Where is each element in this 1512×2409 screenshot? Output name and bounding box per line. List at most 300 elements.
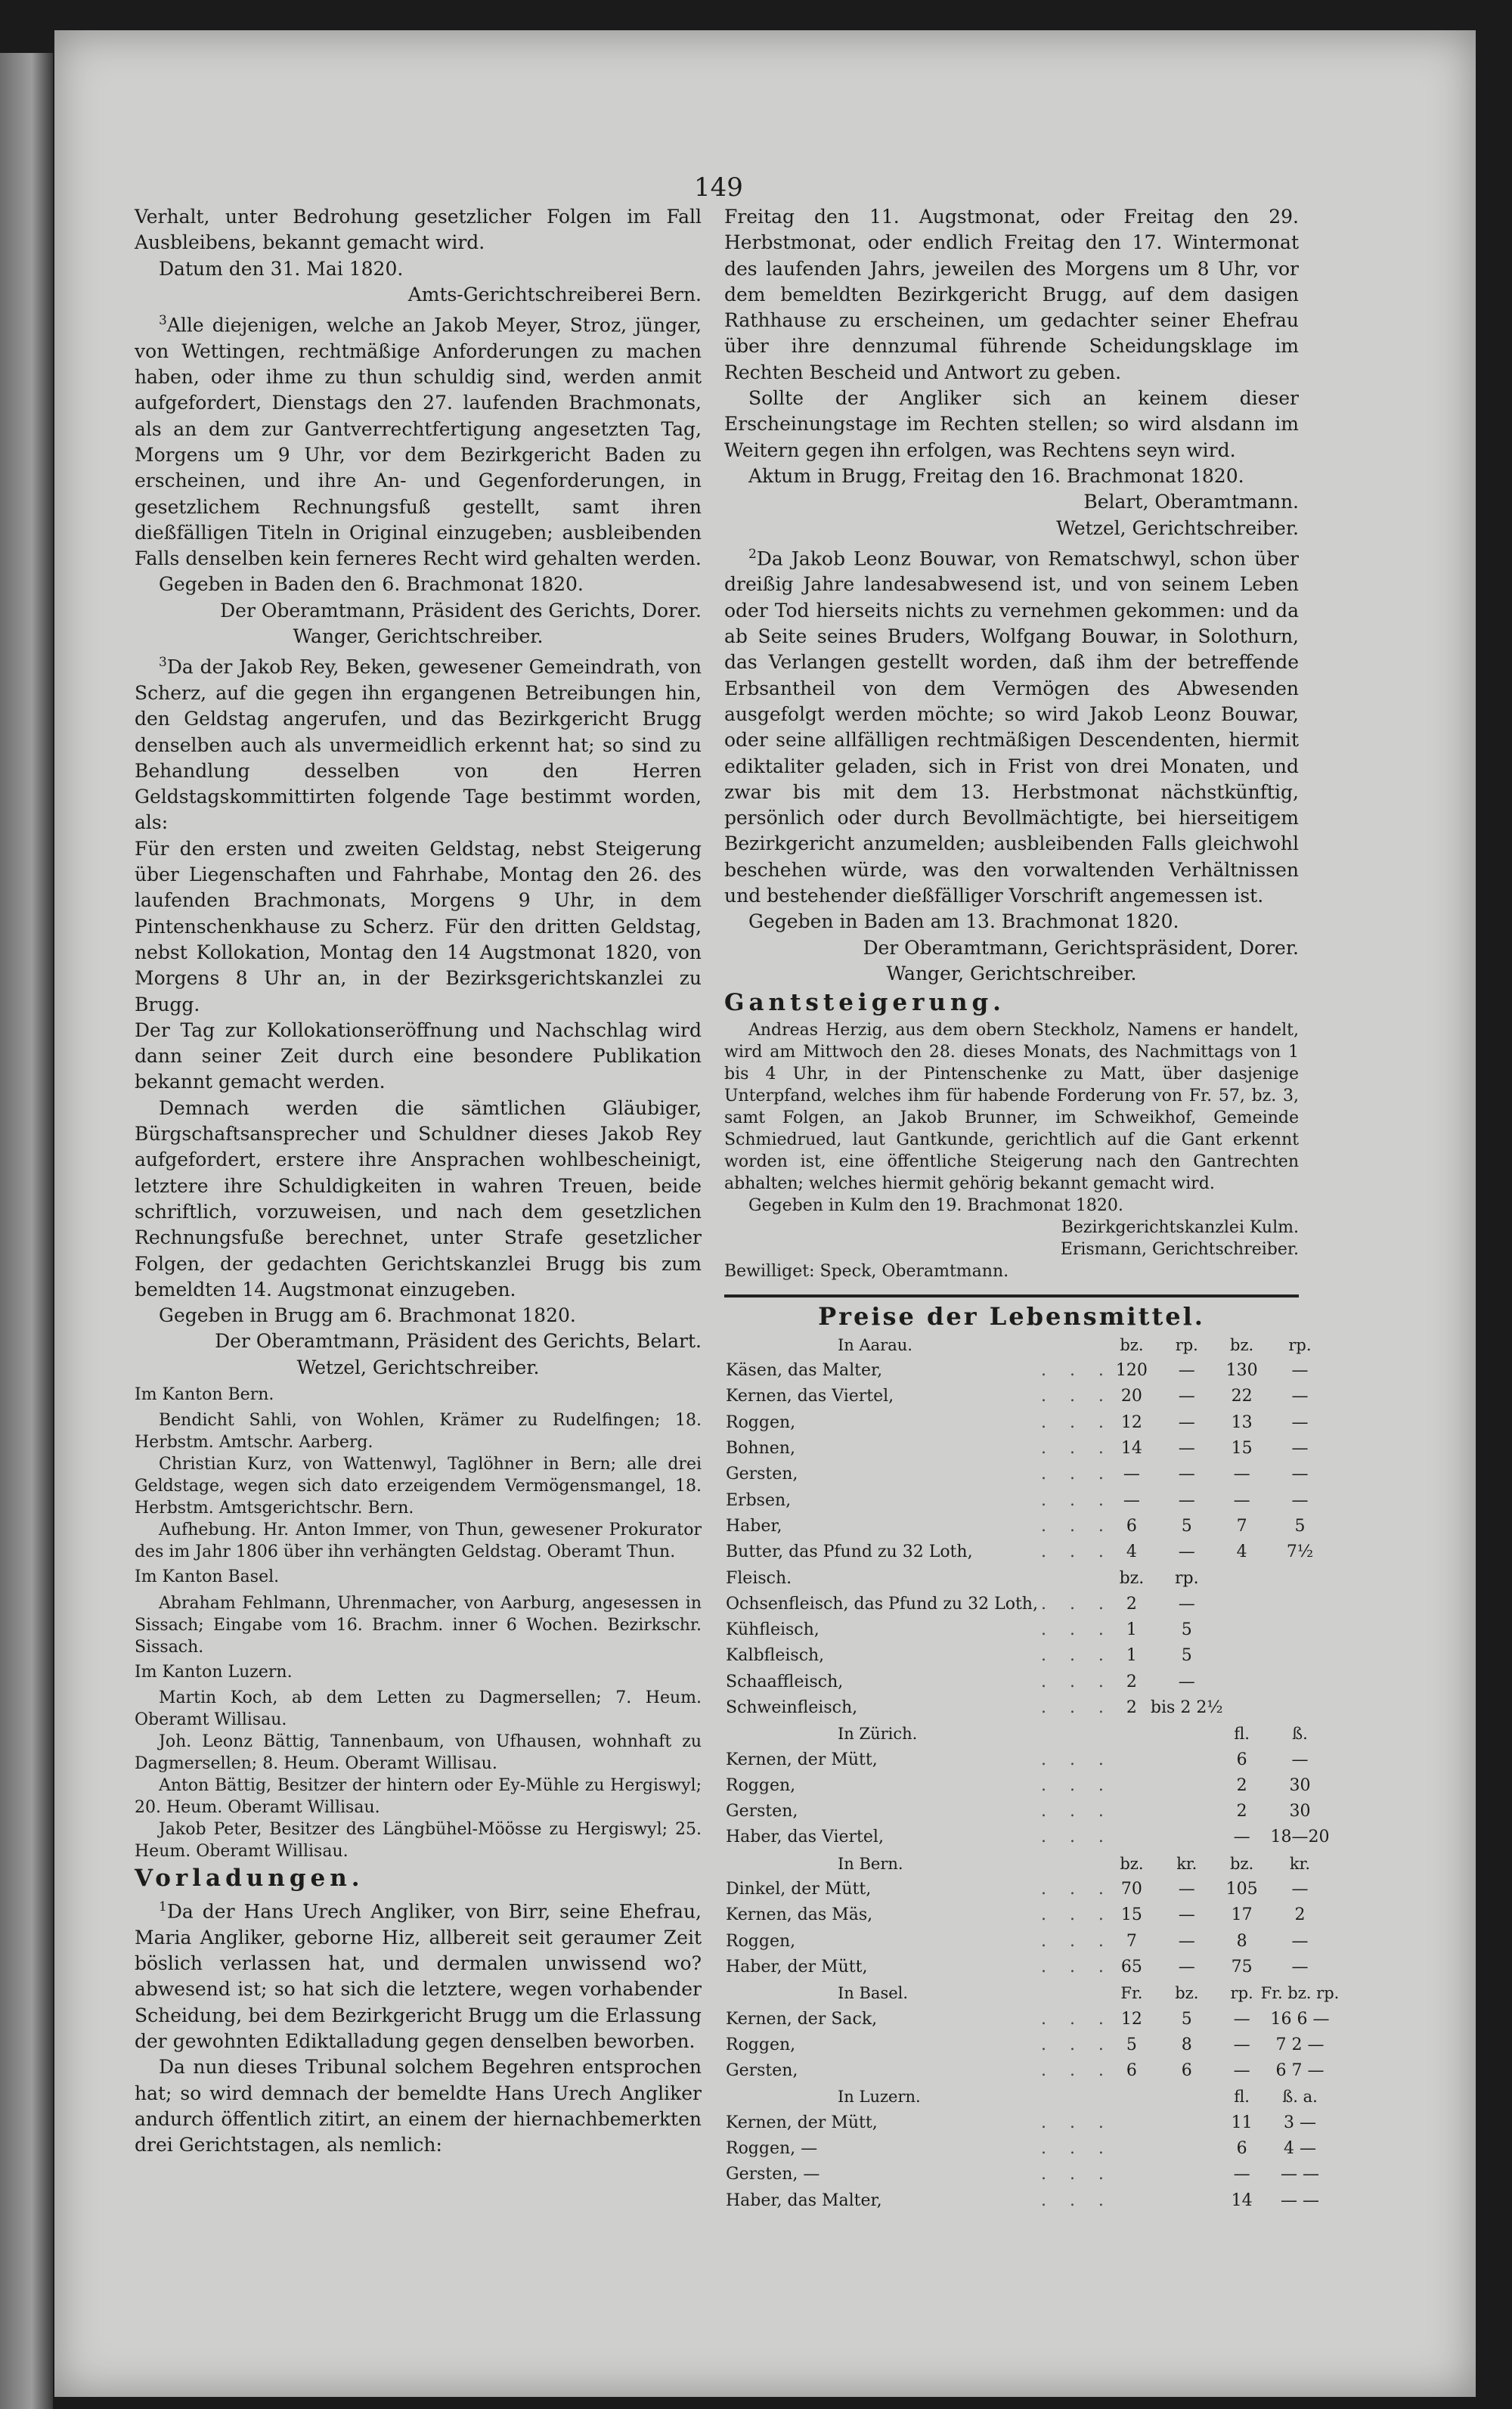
price-value bbox=[1114, 2136, 1149, 2162]
price-row bbox=[724, 2136, 1340, 2162]
paragraph-text: Bewilliget: Speck, Oberamtmann. bbox=[724, 1261, 1009, 1281]
paragraph-text: Wanger, Gerichtschreiber. bbox=[886, 962, 1137, 984]
price-value: — — bbox=[1280, 2190, 1319, 2210]
price-row bbox=[724, 1643, 1340, 1669]
paragraph-text: Aufhebung. Hr. Anton Immer, von Thun, gewesener Prokurator des im Jahr 1806 über ihn verhängten Geldstag. Oberamt Thun. bbox=[135, 1521, 702, 1562]
price-value: 1 bbox=[1126, 1620, 1137, 1640]
price-value: 12 bbox=[1120, 2009, 1142, 2029]
price-value: — bbox=[1233, 2035, 1250, 2054]
left_column-paragraph bbox=[135, 1592, 702, 1658]
previous-page-edge bbox=[0, 53, 53, 2409]
leader-dots: . . . bbox=[1040, 2139, 1113, 2159]
price-value: 2 bbox=[1126, 1594, 1137, 1614]
price-value: — bbox=[1178, 1387, 1195, 1406]
left_column-paragraph bbox=[135, 1409, 702, 1453]
paragraph-text: Abraham Fehlmann, Uhrenmacher, von Aarburg, angesessen in Sissach; Eingabe vom 16. Brachm. inner 6 Wochen. Bezirkschr. Sissach. bbox=[135, 1593, 702, 1657]
left_column-paragraph bbox=[135, 256, 702, 282]
price-item-name: Haber, der Mütt, bbox=[726, 1957, 868, 1976]
price-value: 8 bbox=[1236, 1931, 1247, 1951]
price-value: 16 6 — bbox=[1270, 2009, 1330, 2029]
price-row bbox=[724, 1592, 1340, 1617]
left_column-paragraph bbox=[135, 1453, 702, 1519]
price-value: — bbox=[1178, 1439, 1195, 1459]
paragraph-text: Jakob Peter, Besitzer des Längbühel-Möösse zu Hergiswyl; 25. Heum. Oberamt Willisau. bbox=[135, 1819, 702, 1861]
price-value bbox=[1225, 1670, 1259, 1695]
price-table bbox=[724, 1332, 1340, 2214]
left_column-paragraph bbox=[135, 1818, 702, 1862]
notice-number: 1 bbox=[159, 1899, 167, 1915]
price-item-name: Dinkel, der Mütt, bbox=[726, 1880, 872, 1899]
price-value bbox=[1114, 1747, 1149, 1773]
price-value: — — bbox=[1280, 2165, 1319, 2184]
notice-number: 3 bbox=[159, 313, 167, 329]
price-value: 2 bbox=[1236, 1802, 1247, 1821]
leader-dots: . . . bbox=[1040, 2165, 1113, 2184]
left_column-paragraph bbox=[135, 1687, 702, 1731]
price-row bbox=[724, 2162, 1340, 2187]
price-value: 5 bbox=[1181, 2009, 1192, 2029]
price-value bbox=[1149, 2188, 1225, 2214]
paragraph-text: Gegeben in Baden am 13. Brachmonat 1820. bbox=[748, 910, 1179, 933]
price-value bbox=[1114, 2110, 1149, 2136]
paragraph-text: Wetzel, Gerichtschreiber. bbox=[296, 1356, 540, 1378]
price-value: — bbox=[1291, 1490, 1309, 1510]
price-value bbox=[1149, 2136, 1225, 2162]
price-value: 8 bbox=[1181, 2035, 1192, 2054]
price-row bbox=[724, 2188, 1340, 2214]
price-row bbox=[724, 1436, 1340, 1462]
price-value: 15 bbox=[1231, 1439, 1253, 1459]
paragraph-text: Gegeben in Baden den 6. Brachmonat 1820. bbox=[159, 573, 584, 596]
left_column-paragraph bbox=[135, 836, 702, 1018]
left_column-paragraph bbox=[135, 1382, 702, 1408]
price-item-name: Bohnen, bbox=[726, 1439, 795, 1459]
paragraph-text: Da der Hans Urech Angliker, von Birr, seine Ehefrau, Maria Angliker, geborne Hiz, allbereit seit geraumer Zeit böslich verlassen hat, und dermalen unwissend wo? abwesend ist; so hat sich die letztere, wegen vorhabender Scheidung, bei dem Bezirkgericht Brugg um die Erlassung der gewohnten Ediktalladung gegen denselben beworben. bbox=[135, 1900, 702, 2053]
price-value: rp. bbox=[1174, 1568, 1199, 1588]
leader-dots: . . . bbox=[1040, 1775, 1113, 1795]
price-value: 22 bbox=[1231, 1387, 1253, 1406]
price-value bbox=[1149, 1825, 1225, 1850]
price-value: 105 bbox=[1225, 1880, 1258, 1899]
leader-dots: . . . bbox=[1040, 1931, 1113, 1951]
paragraph-text: Belart, Oberamtmann. bbox=[1083, 491, 1299, 513]
price-item-name: Roggen, bbox=[726, 1412, 796, 1432]
price-value: 5 bbox=[1181, 1516, 1192, 1536]
leader-dots: . . . bbox=[1040, 2190, 1113, 2210]
price-value: 14 bbox=[1231, 2190, 1253, 2210]
leader-dots bbox=[1040, 1566, 1114, 1592]
price-value: — bbox=[1291, 1880, 1309, 1899]
right_column-paragraph bbox=[724, 204, 1299, 386]
paragraph-text: Verhalt, unter Bedrohung gesetzlicher Folgen im Fall Ausbleibens, bekannt gemacht wird. bbox=[135, 206, 702, 254]
leader-dots: . . . bbox=[1040, 2009, 1113, 2029]
price-value: — bbox=[1233, 1490, 1250, 1510]
price-item-name: Erbsen, bbox=[726, 1490, 792, 1510]
paragraph-text: Martin Koch, ab dem Letten zu Dagmersellen; 7. Heum. Oberamt Willisau. bbox=[135, 1688, 702, 1729]
price-value: 2 bbox=[1236, 1775, 1247, 1795]
leader-dots: . . . bbox=[1040, 2035, 1113, 2054]
paragraph-text: Gegeben in Brugg am 6. Brachmonat 1820. bbox=[159, 1304, 576, 1327]
price-item-name: Haber, das Malter, bbox=[726, 2190, 882, 2210]
price-value bbox=[1259, 1566, 1341, 1592]
price-item-name: Haber, das Viertel, bbox=[726, 1828, 884, 1847]
leader-dots bbox=[1040, 1332, 1114, 1358]
price-row bbox=[724, 1410, 1340, 1436]
left_column-paragraph bbox=[135, 1096, 702, 1303]
price-row bbox=[724, 1358, 1340, 1384]
price-value: — bbox=[1291, 1957, 1309, 1976]
price-row bbox=[724, 1670, 1340, 1695]
paragraph-text: Christian Kurz, von Wattenwyl, Taglöhner in Bern; alle drei Geldstage, wegen sich dato erzeigendem Vermögensmangel, 18. Herbstm. Amtsgerichtschr. Bern. bbox=[135, 1455, 702, 1518]
leader-dots bbox=[1040, 1721, 1114, 1747]
right_column-paragraph bbox=[724, 541, 1299, 909]
leader-dots bbox=[1040, 2084, 1114, 2110]
price-row bbox=[724, 1747, 1340, 1773]
notice-number: 2 bbox=[748, 546, 757, 562]
price-town-row bbox=[724, 1980, 1340, 2006]
price-value: — bbox=[1291, 1412, 1309, 1432]
leader-dots: . . . bbox=[1040, 1516, 1113, 1536]
price-value bbox=[1259, 1670, 1341, 1695]
left_column-paragraph bbox=[135, 282, 702, 308]
price-value: — bbox=[1178, 1672, 1195, 1691]
price-value: — bbox=[1178, 1361, 1195, 1381]
left_column-paragraph bbox=[135, 1329, 702, 1354]
price-town-row bbox=[724, 1721, 1340, 1747]
leader-dots: . . . bbox=[1040, 1957, 1113, 1976]
paragraph-text: Vorladungen. bbox=[135, 1864, 364, 1892]
left_column-paragraph bbox=[135, 2054, 702, 2158]
price-value bbox=[1114, 2188, 1149, 2214]
paragraph-text: Freitag den 11. Augstmonat, oder Freitag den 29. Herbstmonat, oder endlich Freitag den 17. Wintermonat des laufenden Jahrs, jeweilen des Morgens um 8 Uhr, vor dem bemeldten Bezirkgericht Brugg, auf dem dasigen Rathhause zu erscheinen, um gedachter seiner Ehefrau über ihre dennzumal führende Scheidungsklage im Rechten Bescheid und Antwort zu geben. bbox=[724, 206, 1299, 383]
price-value bbox=[1114, 1825, 1149, 1850]
price-value bbox=[1259, 1592, 1341, 1617]
paragraph-text: Der Oberamtmann, Gerichtspräsident, Dorer. bbox=[863, 936, 1299, 959]
price-row bbox=[724, 2110, 1340, 2136]
paragraph-text: Erismann, Gerichtschreiber. bbox=[1060, 1239, 1299, 1259]
leader-dots: . . . bbox=[1040, 1646, 1113, 1666]
price-value: 17 bbox=[1231, 1905, 1253, 1925]
paragraph-text: Gegeben in Kulm den 19. Brachmonat 1820. bbox=[748, 1195, 1123, 1215]
leader-dots: . . . bbox=[1040, 1361, 1113, 1381]
price-value bbox=[1225, 1566, 1259, 1592]
price-value: rp. bbox=[1175, 1335, 1198, 1354]
price-value: 11 bbox=[1231, 2113, 1253, 2132]
price-row bbox=[724, 2032, 1340, 2058]
right_column-paragraph bbox=[724, 909, 1299, 935]
paragraph-text: Da der Jakob Rey, Beken, gewesener Gemeindrath, von Scherz, auf die gegen ihn ergangenen Betreibungen hin, den Geldstag angerufen, und das Bezirkgericht Brugg denselben auch als unvermeidlich erkennt hat; so sind zu Behandlung desselben von den Herren Geldstagskommittirten folgende Tage bestimmt worden, als: bbox=[135, 656, 702, 834]
price-value: — bbox=[1233, 2165, 1250, 2184]
price-item-name: Kernen, der Mütt, bbox=[726, 2113, 878, 2132]
price-value bbox=[1149, 2084, 1225, 2110]
price-item-name: Kernen, der Mütt, bbox=[726, 1750, 878, 1769]
left_column-paragraph bbox=[135, 1660, 702, 1685]
price-value: bz. bbox=[1120, 1854, 1144, 1873]
right_column-paragraph bbox=[724, 961, 1299, 987]
left_column-paragraph bbox=[135, 572, 702, 597]
price-item-name: Haber, bbox=[726, 1516, 782, 1536]
price-value: 18—20 bbox=[1270, 1828, 1330, 1847]
price-value: bz. bbox=[1120, 1335, 1144, 1354]
price-value bbox=[1259, 1695, 1341, 1721]
price-item-name: Kalbfleisch, bbox=[726, 1646, 825, 1666]
price-row bbox=[724, 1799, 1340, 1825]
price-value: — bbox=[1123, 1490, 1140, 1510]
price-item-name: Gersten, bbox=[726, 1802, 798, 1821]
leader-dots: . . . bbox=[1040, 1490, 1113, 1510]
price-value: kr. bbox=[1176, 1854, 1198, 1873]
price-value: 15 bbox=[1120, 1905, 1142, 1925]
price-value: — bbox=[1233, 1828, 1250, 1847]
paragraph-text: Im Kanton Bern. bbox=[135, 1385, 274, 1405]
price-value bbox=[1259, 1617, 1341, 1643]
price-value: 30 bbox=[1289, 1802, 1311, 1821]
leader-dots bbox=[1040, 1980, 1114, 2006]
leader-dots: . . . bbox=[1040, 1542, 1113, 1562]
price-item-name: Kernen, das Viertel, bbox=[726, 1387, 894, 1406]
leader-dots: . . . bbox=[1040, 2061, 1113, 2081]
right-column-text bbox=[724, 204, 1299, 1282]
price-row bbox=[724, 1877, 1340, 1902]
price-item-name: In Basel. bbox=[838, 1984, 909, 2003]
price-value: 70 bbox=[1120, 1880, 1142, 1899]
price-value: 7 bbox=[1126, 1931, 1137, 1951]
price-item-name: Schaaffleisch, bbox=[726, 1672, 844, 1691]
price-row bbox=[724, 1955, 1340, 1980]
leader-dots: . . . bbox=[1040, 1697, 1113, 1717]
price-row bbox=[724, 1384, 1340, 1409]
paragraph-text: Alle diejenigen, welche an Jakob Meyer, Stroz, jünger, von Wettingen, rechtmäßige Anforderungen zu machen haben, oder ihme zu thun schuldig sind, werden anmit aufgefordert, Dienstags den 27. laufenden Brachmonats, als an dem zur Gantverrechtfertigung angesetzten Tag, Morgens um 9 Uhr, vor dem Bezirkgericht Baden zu erscheinen, und ihre An- und Gegenforderungen, in gesetzlichem Rechnungsfuß gestellt, samt ihren dießfälligen Titeln in Original einzugeben; ausbleibenden Falls denselben kein ferneres Recht wird gehalten werden. bbox=[135, 314, 702, 570]
left_column-paragraph bbox=[135, 1519, 702, 1563]
leader-dots: . . . bbox=[1040, 1594, 1113, 1614]
left_column-paragraph bbox=[135, 1894, 702, 2054]
price-row bbox=[724, 1773, 1340, 1799]
paragraph-text: Anton Bättig, Besitzer der hintern oder Ey-Mühle zu Hergiswyl; 20. Heum. Oberamt Willisau. bbox=[135, 1775, 702, 1817]
price-item-name: In Aarau. bbox=[838, 1335, 912, 1354]
price-value: 5 bbox=[1294, 1516, 1306, 1536]
paragraph-text: Für den ersten und zweiten Geldstag, nebst Steigerung über Liegenschaften und Fahrhabe, Montag den 26. des laufenden Brachmonats, Morgens 9 Uhr, in dem Pintenschenkhause zu Scherz. Für den dritten Geldstag, nebst Kollokation, Montag den 14 Augstmonat 1820, von Morgens 8 Uhr an, in der Bezirksgerichtskanzlei zu Brugg. bbox=[135, 837, 702, 1015]
price-item-name: Roggen, bbox=[726, 1775, 796, 1795]
right_column-paragraph bbox=[724, 516, 1299, 541]
page-number: 149 bbox=[694, 172, 743, 203]
right_column-paragraph bbox=[724, 1019, 1299, 1195]
paragraph-text: Gantsteigerung. bbox=[724, 989, 1005, 1017]
leader-dots: . . . bbox=[1040, 1387, 1113, 1406]
price-value: bz. bbox=[1175, 1984, 1199, 2003]
left_column-paragraph bbox=[135, 1865, 702, 1891]
paragraph-text: Sollte der Angliker sich an keinem dieser Erscheinungstage im Rechten stellen; so wird alsdann im Weitern gegen ihn erfolgen, was Rechtens seyn wird. bbox=[724, 387, 1299, 461]
right_column-paragraph bbox=[724, 1239, 1299, 1260]
price-value bbox=[1149, 1747, 1225, 1773]
leader-dots: . . . bbox=[1040, 1439, 1113, 1459]
price-value: 20 bbox=[1120, 1387, 1142, 1406]
paragraph-text: Andreas Herzig, aus dem obern Steckholz, Namens er handelt, wird am Mittwoch den 28. dieses Monats, des Nachmittags von 1 bis 4 Uhr, in der Pintenschenke zu Matt, über dasjenige Unterpfand, welches ihm für habende Forderung von Fr. 57, bz. 3, samt Folgen, an Jakob Brunner, im Schweikhof, Gemeinde Schmiedrued, laut Gantkunde, gerichtlich auf die Gant erkennt worden ist, eine öffentliche Steigerung nach den Gantrechten abhalten; welches hiermit gehörig bekannt gemacht wird. bbox=[724, 1020, 1299, 1193]
price-value: — bbox=[1178, 1905, 1195, 1925]
price-value: 2 bbox=[1294, 1905, 1306, 1925]
price-row bbox=[724, 1488, 1340, 1514]
price-item-name: Fleisch. bbox=[726, 1568, 792, 1588]
price-value: Fr. bbox=[1120, 1984, 1143, 2003]
price-row bbox=[724, 1539, 1340, 1565]
left_column-paragraph bbox=[135, 1355, 702, 1381]
leader-dots: . . . bbox=[1040, 1672, 1113, 1691]
paragraph-text: Wetzel, Gerichtschreiber. bbox=[1056, 516, 1299, 539]
price-value: 7 2 — bbox=[1275, 2035, 1325, 2054]
price-value: ß. a. bbox=[1282, 2088, 1318, 2107]
price-value: 30 bbox=[1289, 1775, 1311, 1795]
left_column-paragraph bbox=[135, 204, 702, 256]
price-value: — bbox=[1178, 1412, 1195, 1432]
left_column-paragraph bbox=[135, 1303, 702, 1329]
price-value bbox=[1149, 1799, 1225, 1825]
leader-dots: . . . bbox=[1040, 1620, 1113, 1640]
price-row bbox=[724, 1929, 1340, 1955]
price-value: 6 7 — bbox=[1275, 2061, 1325, 2081]
price-item-name: In Luzern. bbox=[838, 2088, 921, 2107]
paragraph-text: Wanger, Gerichtschreiber. bbox=[293, 625, 544, 648]
price-item-name: Kernen, der Sack, bbox=[726, 2009, 878, 2029]
paragraph-text: Da Jakob Leonz Bouwar, von Rematschwyl, schon über dreißig Jahre landesabwesend ist, und von seinem Leben oder Tod hierseits nichts zu vernehmen gekommen: und da ab Seite seines Bruders, Wolfgang Bouwar, in Solothurn, das Verlangen gestellt worden, daß ihm der betreffende Erbsantheil von dem Vermögen des Abwesenden ausgefolgt werden möchte; so wird Jakob Leonz Bouwar, oder seine allfälligen rechtmäßigen Descendenten, hiermit ediktaliter geladen, sich in Frist von drei Monaten, und zwar bis mit dem 13. Herbstmonat nächstkünftig, persönlich oder durch Bevollmächtigte, bei hierseitigem Bezirkgericht anzumelden; ausbleibenden Falls gleichwohl beschehen würde, was den vorwaltenden Verhältnissen und bestehender dießfälliger Vorschrift angemessen ist. bbox=[724, 547, 1299, 907]
price-item-name: Kühfleisch, bbox=[726, 1620, 820, 1640]
price-value: bis 2 2½ bbox=[1150, 1697, 1223, 1717]
price-value: fl. bbox=[1234, 1725, 1250, 1744]
price-value: kr. bbox=[1289, 1854, 1311, 1873]
price-value: 2 bbox=[1126, 1697, 1137, 1717]
leader-dots: . . . bbox=[1040, 1465, 1113, 1484]
price-value: 65 bbox=[1120, 1957, 1142, 1976]
leader-dots: . . . bbox=[1040, 1412, 1113, 1432]
price-item-name: Roggen, bbox=[726, 1931, 796, 1951]
price-town-row bbox=[724, 2084, 1340, 2110]
price-value: 12 bbox=[1120, 1412, 1142, 1432]
left_column-paragraph bbox=[135, 1731, 702, 1775]
price-value: 5 bbox=[1126, 2035, 1137, 2054]
price-value: — bbox=[1233, 2061, 1250, 2081]
price-value: — bbox=[1291, 1387, 1309, 1406]
price-town-row bbox=[724, 1332, 1340, 1358]
price-value bbox=[1225, 1643, 1259, 1669]
price-value: — bbox=[1291, 1750, 1309, 1769]
right-column bbox=[724, 204, 1340, 2214]
price-value: 5 bbox=[1181, 1646, 1192, 1666]
price-item-name: In Bern. bbox=[838, 1854, 903, 1873]
price-list-title: Preise der Lebensmittel. bbox=[818, 1301, 1205, 1331]
right_column-paragraph bbox=[724, 935, 1299, 961]
price-town-row bbox=[724, 1851, 1340, 1877]
paragraph-text: Der Oberamtmann, Präsident des Gerichts, Dorer. bbox=[220, 599, 702, 622]
leader-dots: . . . bbox=[1040, 1828, 1113, 1847]
price-row bbox=[724, 2007, 1340, 2032]
price-value: 3 — bbox=[1283, 2113, 1316, 2132]
price-value: 2 bbox=[1126, 1672, 1137, 1691]
price-item-name: In Zürich. bbox=[838, 1725, 918, 1744]
price-value: rp. bbox=[1230, 1984, 1253, 2003]
leader-dots: . . . bbox=[1040, 1750, 1113, 1769]
price-item-name: Gersten, — bbox=[726, 2165, 820, 2184]
price-row bbox=[724, 1514, 1340, 1539]
price-value: 6 bbox=[1181, 2061, 1192, 2081]
price-value: — bbox=[1178, 1957, 1195, 1976]
price-value bbox=[1149, 1721, 1225, 1747]
paragraph-text: Demnach werden die sämtlichen Gläubiger, Bürgschaftsansprecher und Schuldner dieses Jakob Rey aufgefordert, erstere ihre Ansprachen wohlbescheinigt, letztere ihre Schuldigkeiten in wahren Treuen, beide schriftlich, vorzuweisen, und nach dem gesetzlichen Rechnungsfuße berechnet, unter Strafe gesetzlicher Folgen, der gedachten Gerichtskanzlei Brugg bis zum bemeldten 14. Augstmonat einzugeben. bbox=[135, 1096, 702, 1301]
section-rule bbox=[724, 1294, 1299, 1298]
left_column-paragraph bbox=[135, 1775, 702, 1818]
price-value: 1 bbox=[1126, 1646, 1137, 1666]
price-row bbox=[724, 1462, 1340, 1487]
price-value: 6 bbox=[1126, 1516, 1137, 1536]
right_column-paragraph bbox=[724, 489, 1299, 515]
paragraph-text: Bendicht Sahli, von Wohlen, Krämer zu Rudelfingen; 18. Herbstm. Amtschr. Aarberg. bbox=[135, 1411, 702, 1453]
price-value: 14 bbox=[1120, 1439, 1142, 1459]
paragraph-text: Der Oberamtmann, Präsident des Gerichts, Belart. bbox=[215, 1330, 702, 1353]
price-value bbox=[1114, 1773, 1149, 1799]
price-row bbox=[724, 1825, 1340, 1850]
right_column-paragraph bbox=[724, 464, 1299, 489]
price-value: 130 bbox=[1225, 1361, 1258, 1381]
price-value: — bbox=[1291, 1931, 1309, 1951]
price-value: 6 bbox=[1126, 2061, 1137, 2081]
left_column-paragraph bbox=[135, 308, 702, 572]
price-value: rp. bbox=[1288, 1335, 1312, 1354]
price-value bbox=[1225, 1617, 1259, 1643]
paragraph-text: Im Kanton Luzern. bbox=[135, 1662, 293, 1682]
left_column-paragraph bbox=[135, 650, 702, 836]
price-value: 13 bbox=[1231, 1412, 1253, 1432]
right_column-paragraph bbox=[724, 1217, 1299, 1239]
paragraph-text: Bezirkgerichtskanzlei Kulm. bbox=[1061, 1217, 1299, 1237]
left_column-paragraph bbox=[135, 624, 702, 650]
price-value: — bbox=[1178, 1931, 1195, 1951]
price-item-name: Schweinfleisch, bbox=[726, 1697, 858, 1717]
price-value: 6 bbox=[1236, 1750, 1247, 1769]
paragraph-text: Aktum in Brugg, Freitag den 16. Brachmonat 1820. bbox=[748, 464, 1244, 487]
right_column-paragraph bbox=[724, 990, 1299, 1015]
price-value: — bbox=[1178, 1465, 1195, 1484]
paragraph-text: Amts-Gerichtschreiberei Bern. bbox=[407, 283, 702, 305]
price-value bbox=[1225, 1695, 1259, 1721]
price-value: 4 bbox=[1126, 1542, 1137, 1562]
price-item-name: Käsen, das Malter, bbox=[726, 1361, 883, 1381]
price-value: 4 — bbox=[1283, 2139, 1316, 2159]
leader-dots bbox=[1040, 1851, 1114, 1877]
price-value: 120 bbox=[1115, 1361, 1148, 1381]
price-value: 7 bbox=[1236, 1516, 1247, 1536]
price-value: bz. bbox=[1230, 1854, 1254, 1873]
leader-dots: . . . bbox=[1040, 1905, 1113, 1925]
price-row bbox=[724, 1695, 1340, 1721]
left_column-paragraph bbox=[135, 1564, 702, 1590]
price-row bbox=[724, 2058, 1340, 2084]
price-value: ß. bbox=[1292, 1725, 1308, 1744]
left_column-paragraph bbox=[135, 598, 702, 624]
paragraph-text: Im Kanton Basel. bbox=[135, 1567, 280, 1587]
price-value: 6 bbox=[1236, 2139, 1247, 2159]
price-value: — bbox=[1233, 1465, 1250, 1484]
notice-number: 3 bbox=[159, 655, 167, 671]
right_column-paragraph bbox=[724, 386, 1299, 464]
price-value: bz. bbox=[1230, 1335, 1254, 1354]
price-value: Fr. bz. rp. bbox=[1260, 1984, 1340, 2003]
price-value: 75 bbox=[1231, 1957, 1253, 1976]
price-value: 7½ bbox=[1286, 1542, 1314, 1562]
price-value bbox=[1149, 2110, 1225, 2136]
price-value bbox=[1149, 2162, 1225, 2187]
price-row bbox=[724, 1617, 1340, 1643]
price-value bbox=[1114, 1721, 1149, 1747]
price-value: — bbox=[1291, 1465, 1309, 1484]
paragraph-text: Der Tag zur Kollokationseröffnung und Nachschlag wird dann seiner Zeit durch eine besondere Publikation bekannt gemacht werden. bbox=[135, 1018, 702, 1093]
left_column-paragraph bbox=[135, 1018, 702, 1096]
